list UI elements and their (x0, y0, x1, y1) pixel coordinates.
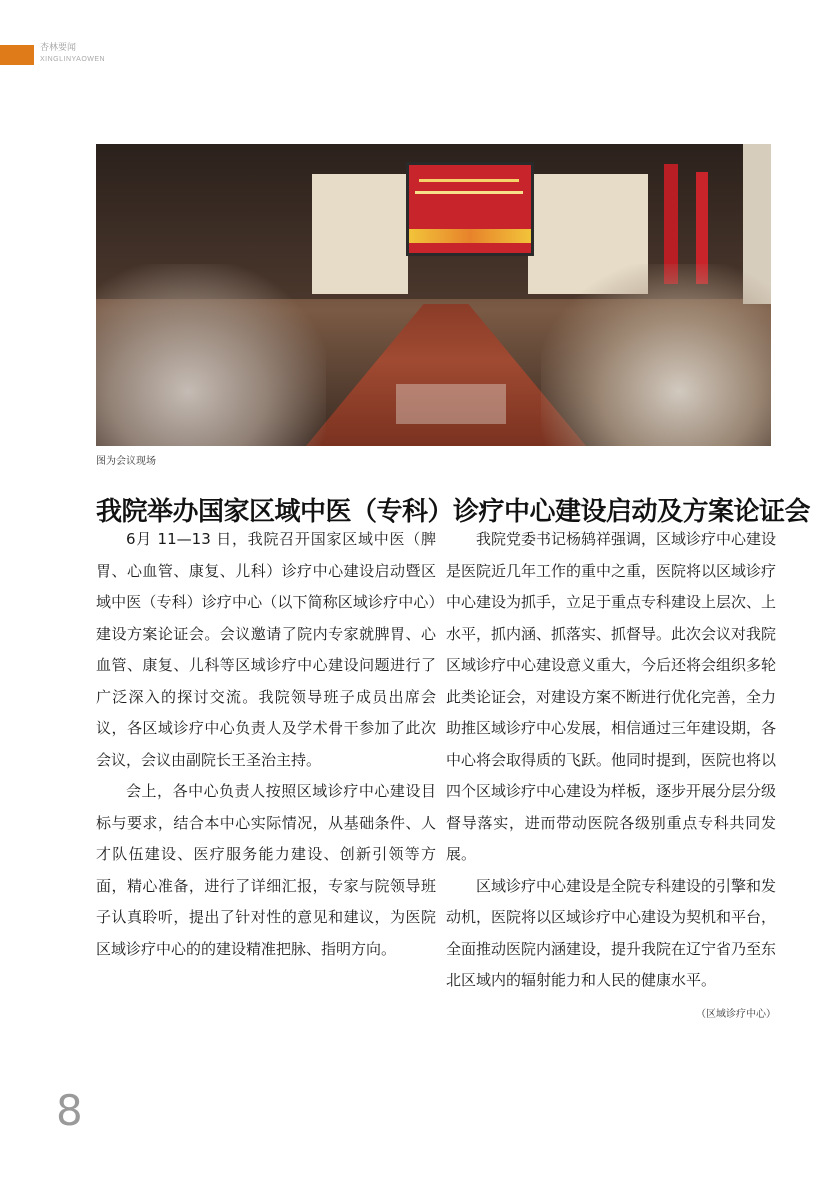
photo-projection-screen (406, 162, 534, 256)
article-paragraph: 6月 11—13 日，我院召开国家区域中医（脾胃、心血管、康复、儿科）诊疗中心建设启动暨区域中医（专科）诊疗中心（以下简称区域诊疗中心）建设方案论证会。会议邀请了院内专家就脾胃、心血管、康复、儿科等区域诊疗中心建设问题进行了广泛深入的探讨交流。我院领导班子成员出席会议，各区域诊疗中心负责人及学术骨干参加了此次会议，会议由副院长王圣治主持。 (96, 530, 436, 769)
photo-attendees-left (96, 264, 326, 446)
article-paragraph-text: 区域诊疗中心建设是全院专科建设的引擎和发动机，医院将以区域诊疗中心建设为契机和平台，全面推动医院内涵建设，提升我院在辽宁省乃至东北区域内的辐射能力和人民的健康水平。 (446, 876, 777, 989)
article-column-right (446, 524, 776, 1030)
section-color-tab (0, 45, 34, 65)
section-title-zh: 杏林要闻 (40, 43, 77, 53)
page-number: 8 (56, 1086, 83, 1135)
photo-name-board-left (312, 174, 408, 294)
article-signature: （区域诊疗中心） (696, 1008, 776, 1020)
photo-attendees-right (541, 264, 771, 446)
photo-papers (396, 384, 506, 424)
running-header (40, 44, 105, 63)
article-column-left (96, 524, 436, 965)
article-paragraph: 会上，各中心负责人按照区域诊疗中心建设目标与要求，结合本中心实际情况，从基础条件、人才队伍建设、医疗服务能力建设、创新引领等方面，精心准备，进行了详细汇报，专家与院领导班子认真聆听，提出了针对性的意见和建议，为医院区域诊疗中心的的建设精准把脉、指明方向。 (96, 782, 436, 958)
article-paragraph: 我院党委书记杨鸫祥强调，区域诊疗中心建设是医院近几年工作的重中之重，医院将以区域诊疗中心建设为抓手，立足于重点专科建设上层次、上水平，抓内涵、抓落实、抓督导。此次会议对我院区域诊疗中心建设意义重大，今后还将会组织多轮此类论证会，对建设方案不断进行优化完善，全力助推区域诊疗中心发展，相信通过三年建设期，各中心将会取得质的飞跃。他同时提到，医院也将以四个区域诊疗中心建设为样板，逐步开展分层分级督导落实，进而带动医院各级别重点专科共同发展。 (446, 530, 777, 863)
photo-caption: 图为会议现场 (96, 456, 156, 467)
article-title: 我院举办国家区域中医（专科）诊疗中心建设启动及方案论证会 (96, 497, 811, 528)
article-paragraph (446, 871, 777, 1020)
meeting-photo (96, 144, 771, 446)
section-title-en: XINGLINYAOWEN (40, 56, 106, 63)
